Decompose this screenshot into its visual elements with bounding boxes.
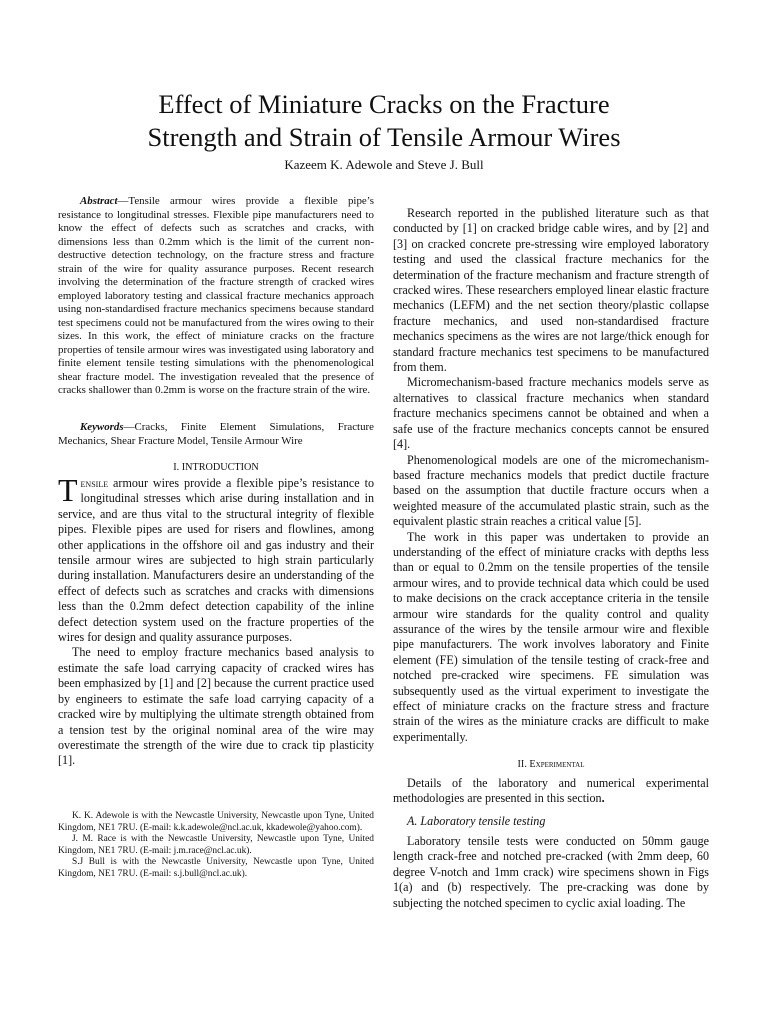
paper-title <box>40 88 728 154</box>
introduction-text <box>58 472 374 769</box>
intro-paragraph-5: Phenomenological models are one of the micromechanism-based fracture mechanics models that predict ductile fracture based on the assumption that ductile fracture occurs when a weighted measure of the accumulated plastic strain, such as the equivalent plastic strain reaches a critical value [5]. <box>393 452 709 529</box>
keywords-text: Cracks, Finite Element Simulations, Fracture Mechanics, Shear Fracture Model, Tensile Armour Wire <box>58 421 374 447</box>
section-2-heading-num: II. E <box>517 759 536 770</box>
keywords <box>58 421 374 448</box>
title-line-2: Strength and Strain of Tensile Armour Wires <box>147 122 621 152</box>
drop-cap: T <box>58 472 78 508</box>
authors: Kazeem K. Adewole and Steve J. Bull <box>284 157 484 172</box>
subsection-a-heading: A. Laboratory tensile testing <box>407 814 546 828</box>
title-line-1: Effect of Miniature Cracks on the Fracture <box>158 89 610 119</box>
abstract-label: Abstract <box>80 195 118 207</box>
author-footnotes <box>58 811 374 881</box>
footnote-3: S.J Bull is with the Newcastle University, Newcastle upon Tyne, United Kingdom, NE1 7RU. (E-mail: s.j.bull@ncl.ac.uk). <box>58 857 374 879</box>
intro-paragraph-6: The work in this paper was undertaken to provide an understanding of the effect of miniature cracks with depths less than or equal to 0.2mm on the tensile properties of the tensile armour wires, and to provide technical data which could be used to make decisions on the crack acceptance criteria in the tensile armour wire standards for the quality control and quality assurance of the wires by the tensile armour wire and flexible pipe manufacturers. The work involves laboratory and Finite element (FE) simulation of the tensile testing of crack-free and notched pre-cracked wire specimens. FE simulation was subsequently used as the virtual experiment to investigate the effect of miniature cracks on the fracture stress and fracture strain of the wires as the miniature cracks are difficult to make experimentally. <box>393 529 709 744</box>
introduction-text-continued <box>393 206 709 745</box>
lab-testing-text <box>393 834 709 911</box>
experimental-intro-end: . <box>601 791 605 806</box>
section-2-heading <box>393 758 709 771</box>
abstract-text: Tensile armour wires provide a flexible pipe’s resistance to longitudinal stresses. Flexible pipe manufacturers need to know the effect of defects such as scratches and cracks, with dimensions less than 0.2mm which is the limit of the current non-destructive detection technology, on the fracture stress and fracture strain of the wire for quality assurance purposes. Recent research involving the determination of the fracture strength of cracked wires employed laboratory testing and classical fracture mechanics approach using non-standardised fracture mechanics specimens because standard test specimens could not be manufactured from the wires owing to their sizes. In this work, the effect of miniature cracks on the fracture properties of tensile armour wires was investigated using laboratory and finite element tensile testing simulations with the phenomenological shear fracture model. The investigation revealed that the presence of cracks shallower than 0.2mm is worse on the fracture strain of the wire. <box>58 195 374 396</box>
intro-paragraph-2: The need to employ fracture mechanics based analysis to estimate the safe load carrying capacity of cracked wires has been emphasized by [1] and [2] because the current practice used by engineers to estimate the safe load carrying capacity of a cracked wire by multiplying the ultimate strength obtained from a tension test by the original nominal area of the wire may overestimate the strength of the wire due to crack tip plasticity [1]. <box>58 645 374 768</box>
lab-testing-paragraph: Laboratory tensile tests were conducted on 50mm gauge length crack-free and notched pre-cracked (with 2mm deep, 60 degree V-notch and 1mm crack) wire specimens shown in Figs 1(a) and (b) respectively. The pre-cracking was done by subjecting the notched specimen to cyclic axial loading. The <box>393 834 709 910</box>
abstract-dash: — <box>117 195 129 207</box>
keywords-label: Keywords <box>80 421 124 433</box>
footnote-2: J. M. Race is with the Newcastle University, Newcastle upon Tyne, United Kingdom, NE1 7RU. (E-mail: j.m.race@ncl.ac.uk). <box>58 834 374 856</box>
intro-paragraph-4: Micromechanism-based fracture mechanics models serve as alternatives to classical fracture mechanics when standard fracture mechanics specimens cannot be obtained and when a safe use of the fracture mechanics concepts cannot be ensured [4]. <box>393 375 709 452</box>
experimental-intro <box>393 776 709 807</box>
experimental-intro-text: Details of the laboratory and numerical experimental methodologies are presented in this section <box>393 776 709 806</box>
keywords-dash: — <box>123 421 135 433</box>
abstract <box>58 195 374 398</box>
section-2-heading-word: xperimental <box>535 759 585 770</box>
intro-paragraph-3: Research reported in the published literature such as that conducted by [1] on cracked bridge cable wires, and by [2] and [3] on cracked concrete pre-stressing wire employed laboratory testing and used the classical fracture mechanics for the determination of the fracture mechanism and fracture strength of cracked wires. These researchers employed linear elastic fracture mechanics (LEFM) and the net section theory/plastic collapse fracture mechanics, and used non-standardised fracture mechanics specimens as the wires are not large/thick enough for standard fracture mechanics test specimens to be manufactured from them. <box>393 206 709 375</box>
intro-lead-word: ensile <box>80 476 109 490</box>
section-1-heading: I. INTRODUCTION <box>173 462 259 473</box>
intro-paragraph-1: armour wires provide a flexible pipe’s resistance to longitudinal stresses which arise during installation and in service, and are thus vital to the structural integrity of flexible pipes. Flexible pipes are used for risers and flowlines, among other applications in the offshore oil and gas industry and their tensile armour wires are subjected to high strain particularly during installation. Manufacturers desire an understanding of the effect of defects such as scratches and cracks with dimensions less than the 0.2mm defect detection capability of the inline defect detection system used on the fracture properties of the wires for design and quality assurance purposes. <box>58 476 374 645</box>
footnote-1: K. K. Adewole is with the Newcastle University, Newcastle upon Tyne, United Kingdom, NE1 7RU. (E-mail: k.k.adewole@ncl.ac.uk, kkadewole@yahoo.com). <box>58 811 374 833</box>
